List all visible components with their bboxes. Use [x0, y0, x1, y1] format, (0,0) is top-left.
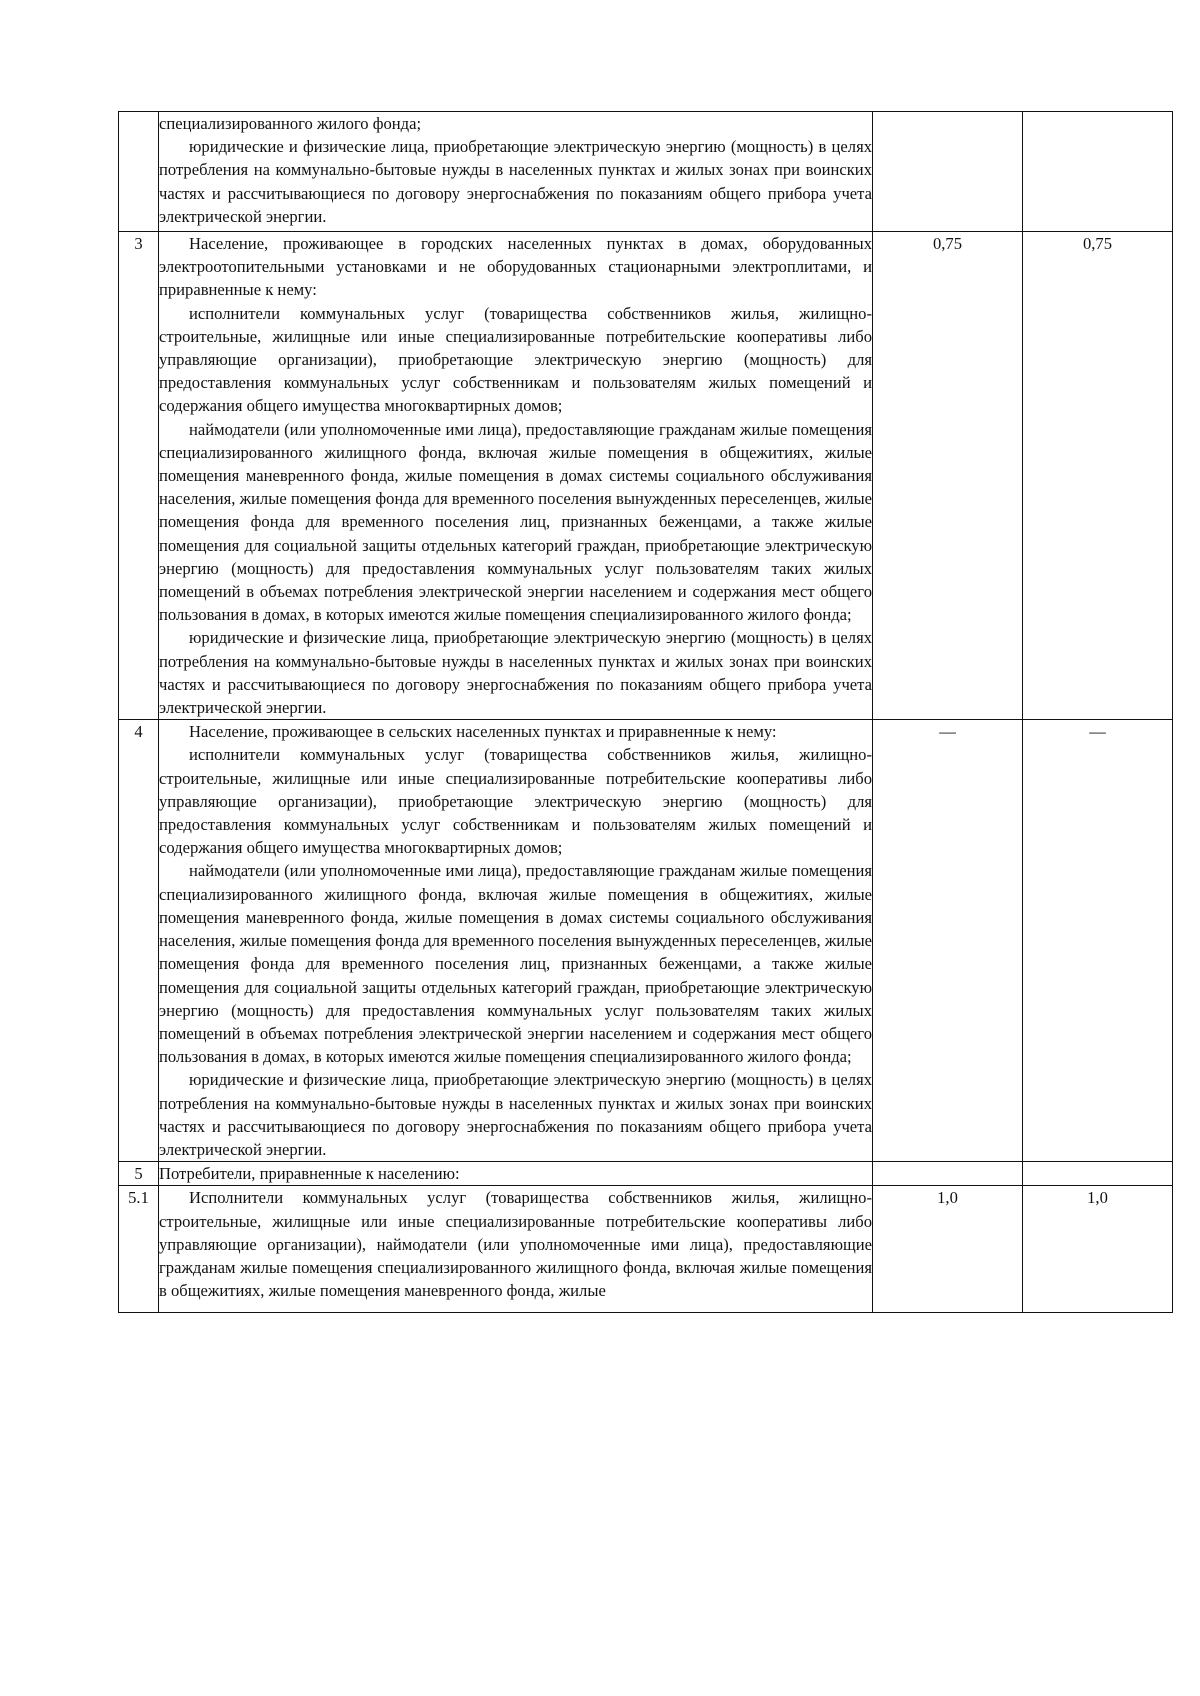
paragraph: наймодатели (или уполномоченные ими лица), предоставляющие гражданам жилые помещения специализированного жилищного фонда, включая жилые помещения в общежитиях, жилые помещения маневренного фонда, жилые помещения в домах системы социального обслуживания населения, жилые помещения фонда для временного поселения вынужденных переселенцев, жилые помещения фонда для временного поселения лиц, признанных беженцами, а также жилые помещения для социальной защиты отдельных категорий граждан, приобретающие электрическую энергию (мощность) для предоставления коммунальных услуг пользователям таких жилых помещений в объемах потребления электрической энергии населением и содержания мест общего пользования в домах, в которых имеются жилые помещения специализированного жилого фонда;: [159, 861, 872, 1067]
value-cell-1: [873, 112, 1023, 232]
paragraph: юридические и физические лица, приобретающие электрическую энергию (мощность) в целях потребления на коммунально-бытовые нужды в населенных пунктах и жилых зонах при воинских частях и рассчитывающиеся по договору энергоснабжения по показаниям общего прибора учета электрической энергии.: [159, 137, 872, 226]
tariff-table: [118, 111, 1173, 1313]
paragraph: юридические и физические лица, приобретающие электрическую энергию (мощность) в целях потребления на коммунально-бытовые нужды в населенных пунктах и жилых зонах при воинских частях и рассчитывающиеся по договору энергоснабжения по показаниям общего прибора учета электрической энергии.: [159, 1070, 872, 1159]
table-row-5: [119, 1162, 1173, 1186]
table-row-continuation: [119, 112, 1173, 232]
row-number: 4: [119, 720, 159, 1162]
value-cell-2: 0,75: [1023, 232, 1173, 720]
row-description-cell: [159, 1186, 873, 1313]
value-cell-2: 1,0: [1023, 1186, 1173, 1313]
table-row-3: [119, 232, 1173, 720]
paragraph: специализированного жилого фонда;: [159, 114, 422, 133]
value-cell-1: [873, 1162, 1023, 1186]
row-number: 5: [119, 1162, 159, 1186]
value-cell-2: [1023, 112, 1173, 232]
row-number: 5.1: [119, 1186, 159, 1313]
row-number-cell: [119, 112, 159, 232]
row-description-cell: [159, 232, 873, 720]
paragraph: исполнители коммунальных услуг (товарищества собственников жилья, жилищно-строительные, жилищные или иные специализированные потребительские кооперативы либо управляющие организации), приобретающие электрическую энергию (мощность) для предоставления коммунальных услуг собственникам и пользователям жилых помещений и содержания общего имущества многоквартирных домов;: [159, 303, 872, 416]
paragraph: Потребители, приравненные к населению:: [159, 1164, 460, 1184]
paragraph: наймодатели (или уполномоченные ими лица), предоставляющие гражданам жилые помещения специализированного жилищного фонда, включая жилые помещения в общежитиях, жилые помещения маневренного фонда, жилые помещения в домах системы социального обслуживания населения, жилые помещения фонда для временного поселения вынужденных переселенцев, жилые помещения фонда для временного поселения лиц, признанных беженцами, а также жилые помещения для социальной защиты отдельных категорий граждан, приобретающие электрическую энергию (мощность) для предоставления коммунальных услуг пользователям таких жилых помещений в объемах потребления электрической энергии населением и содержания мест общего пользования в домах, в которых имеются жилые помещения специализированного жилого фонда;: [159, 419, 872, 625]
paragraph: исполнители коммунальных услуг (товарищества собственников жилья, жилищно-строительные, жилищные или иные специализированные потребительские кооперативы либо управляющие организации), приобретающие электрическую энергию (мощность) для предоставления коммунальных услуг собственникам и пользователям жилых помещений и содержания общего имущества многоквартирных домов;: [159, 745, 872, 858]
table-row-4: [119, 720, 1173, 1162]
table-row-5-1: [119, 1186, 1173, 1313]
paragraph: Население, проживающее в сельских населенных пунктах и приравненные к нему:: [189, 722, 777, 742]
value-cell-2: [1023, 1162, 1173, 1186]
paragraph: Исполнители коммунальных услуг (товарищества собственников жилья, жилищно-строительные, жилищные или иные специализированные потребительские кооперативы либо управляющие организации), наймодатели (или уполномоченные ими лица), предоставляющие гражданам жилые помещения специализированного жилищного фонда, включая жилые помещения в общежитиях, жилые помещения маневренного фонда, жилые: [159, 1188, 872, 1301]
row-description-cell: [159, 720, 873, 1162]
paragraph: Население, проживающее в городских населенных пунктах в домах, оборудованных электроотопительными установками и не оборудованных стационарными электроплитами, и приравненные к нему:: [159, 234, 872, 300]
row-number: 3: [119, 232, 159, 720]
clipped-text-block: [159, 1186, 872, 1312]
value-cell-1: 0,75: [873, 232, 1023, 720]
row-description-cell: [159, 1162, 873, 1186]
paragraph: юридические и физические лица, приобретающие электрическую энергию (мощность) в целях потребления на коммунально-бытовые нужды в населенных пунктах и жилых зонах при воинских частях и рассчитывающиеся по договору энергоснабжения по показаниям общего прибора учета электрической энергии.: [159, 628, 872, 718]
value-cell-1: —: [873, 720, 1023, 1162]
row-description-cell: [159, 112, 873, 232]
value-cell-2: —: [1023, 720, 1173, 1162]
value-cell-1: 1,0: [873, 1186, 1023, 1313]
